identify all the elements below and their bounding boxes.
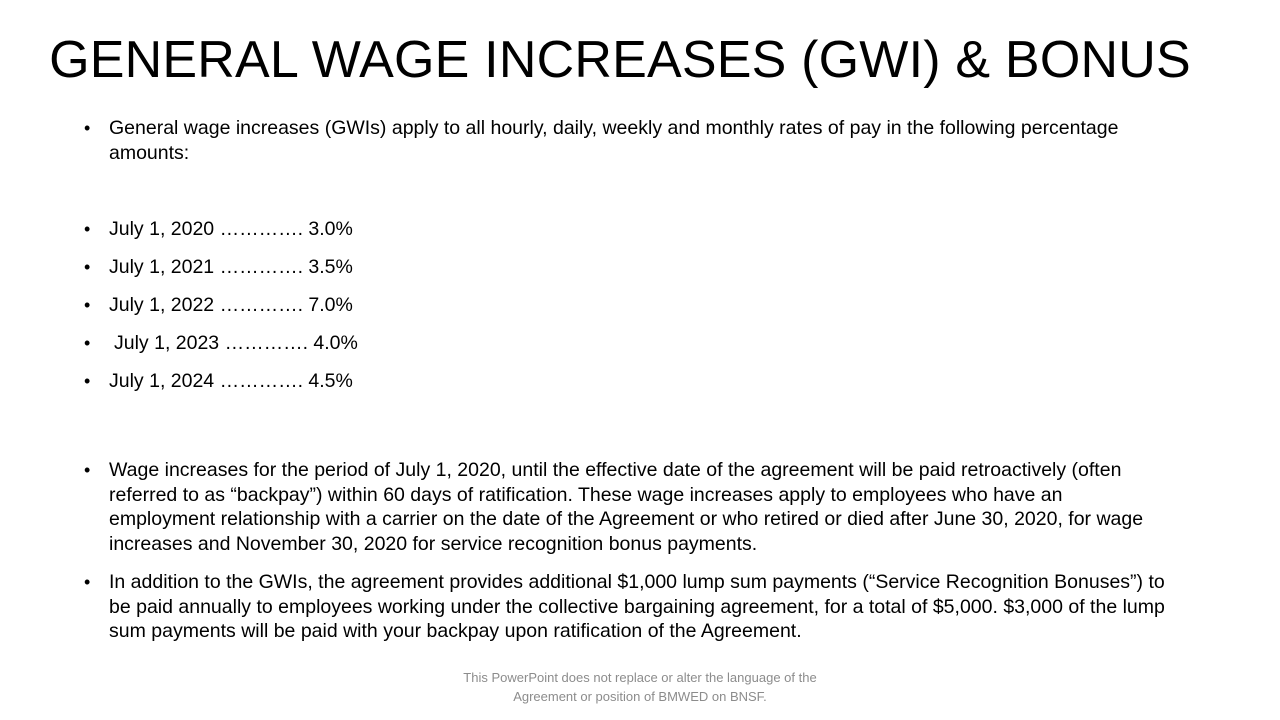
spacer [84, 165, 1174, 217]
footer-line: This PowerPoint does not replace or alter the language of the [463, 670, 817, 685]
backpay-paragraph: • Wage increases for the period of July 1, 2020, until the effective date of the agreement will be paid retroactively (often referred to as “backpay”) within 60 days of ratification. These wage increases apply to employees who have an employment relationship with a carrier on the date of the Agreement or who retired or died after June 30, 2020, for wage increases and November 30, 2020 for service recognition bonus payments. [84, 458, 1174, 556]
rate-item: • July 1, 2022 …………. 7.0% [84, 293, 1174, 318]
rate-item: • July 1, 2020 …………. 3.0% [84, 217, 1174, 242]
intro-bullet: • General wage increases (GWIs) apply to all hourly, daily, weekly and monthly rates of pay in the following percentage amounts: [84, 116, 1174, 165]
rate-item: • July 1, 2021 …………. 3.5% [84, 255, 1174, 280]
rate-item: • July 1, 2023 …………. 4.0% [84, 331, 1174, 356]
bonus-paragraph: • In addition to the GWIs, the agreement provides additional $1,000 lump sum payments (“Service Recognition Bonuses”) to be paid annually to employees working under the collective bargaining agreement, for a total of $5,000. $3,000 of the lump sum payments will be paid with your backpay upon ratification of the Agreement. [84, 570, 1174, 644]
bullet-list [84, 116, 1174, 658]
rate-item: • July 1, 2024 …………. 4.5% [84, 369, 1174, 394]
footer-disclaimer [400, 668, 880, 706]
footer-line: Agreement or position of BMWED on BNSF. [513, 689, 767, 704]
slide-title: GENERAL WAGE INCREASES (GWI) & BONUS [49, 31, 1191, 89]
spacer [84, 407, 1174, 458]
